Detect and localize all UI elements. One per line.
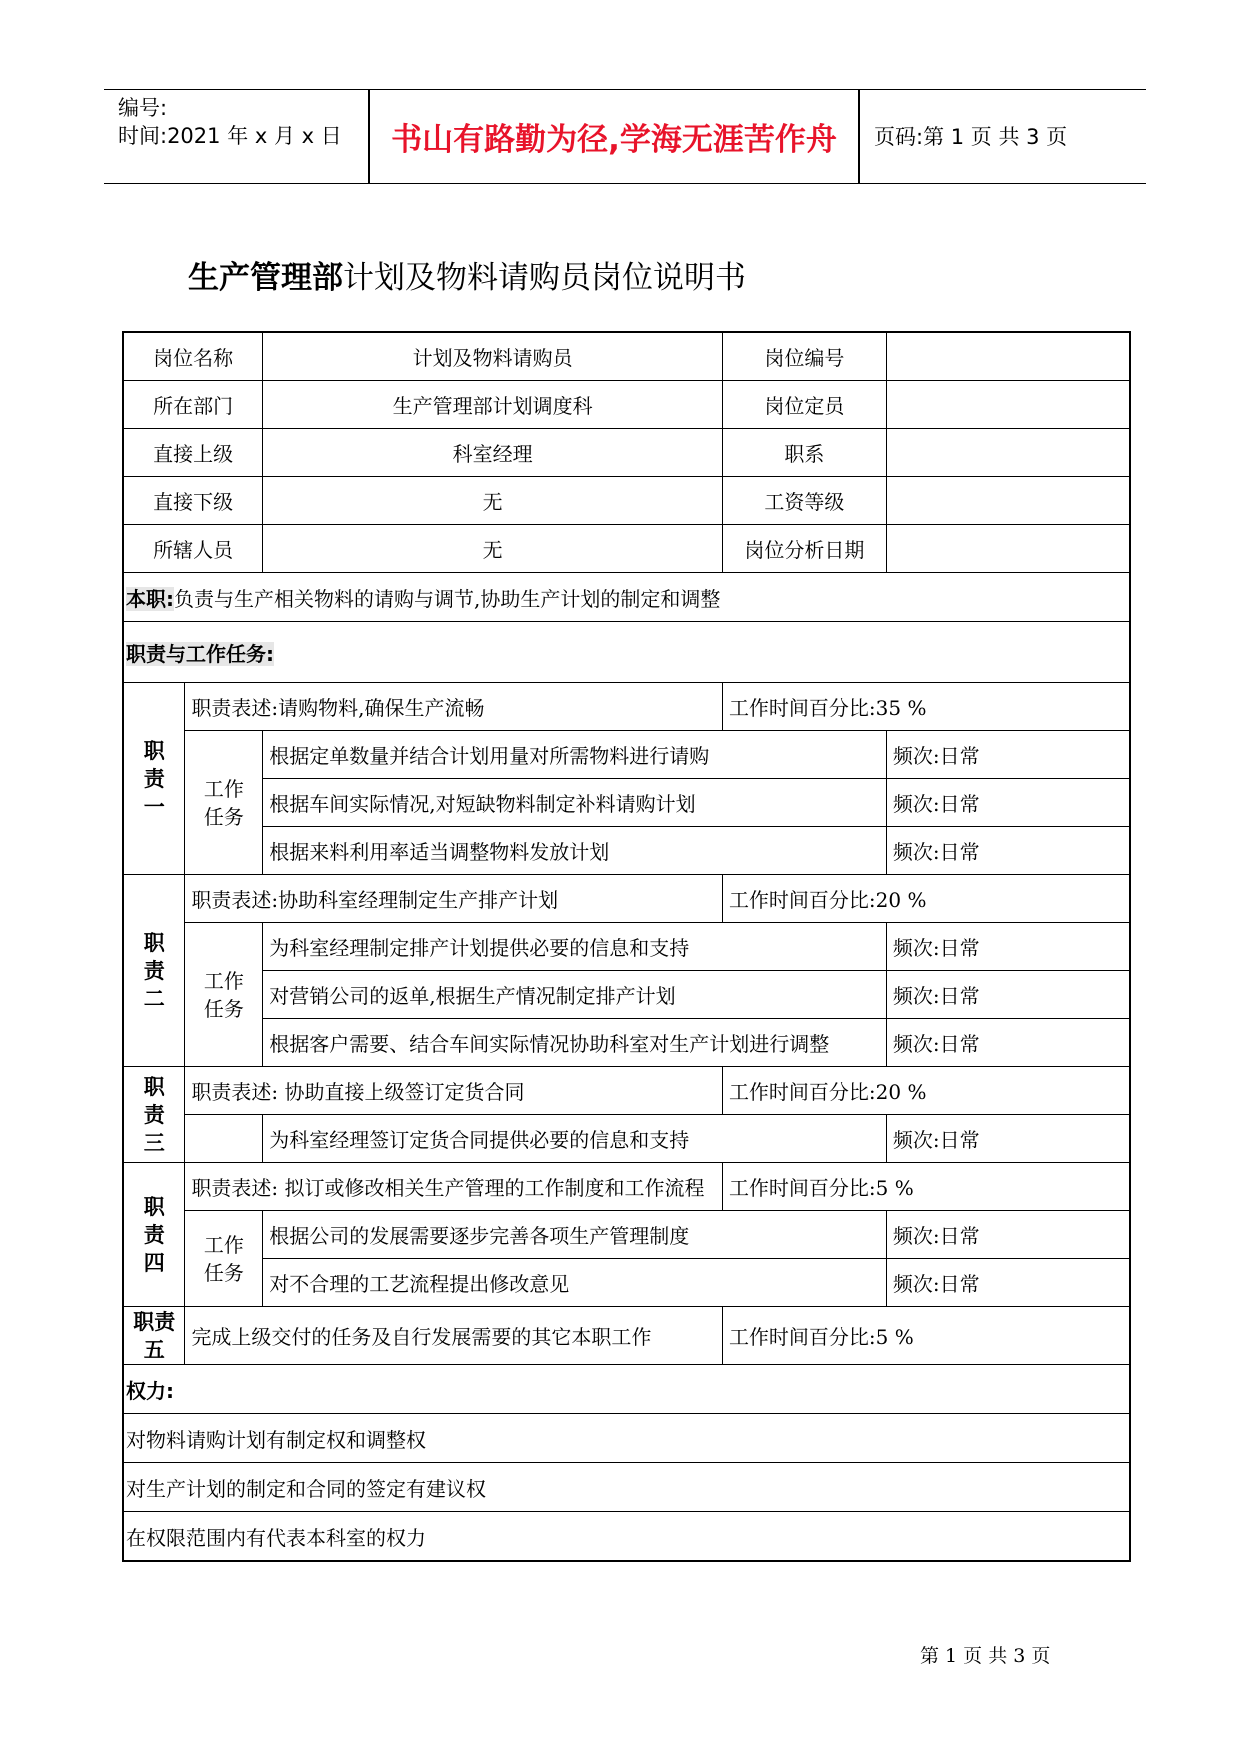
- duty4-task-row: [123, 1211, 1130, 1259]
- info-value: [886, 381, 1130, 429]
- duty3-desc-row: [123, 1067, 1130, 1115]
- power-row: [123, 1512, 1130, 1562]
- header-divider: [858, 90, 860, 183]
- duty2-task-1: 为科室经理制定排产计划提供必要的信息和支持: [263, 923, 887, 971]
- duty1-task-1: 根据定单数量并结合计划用量对所需物料进行请购: [263, 731, 887, 779]
- duty4-task-2: 对不合理的工艺流程提出修改意见: [263, 1259, 887, 1307]
- info-key: 岗位编号: [722, 332, 886, 381]
- duty2-desc: 职责表述:协助科室经理制定生产排产计划: [185, 875, 723, 923]
- info-key: 岗位定员: [722, 381, 886, 429]
- header-motto: 书山有路勤为径,学海无涯苦作舟: [391, 122, 837, 158]
- duty4-desc: 职责表述: 拟订或修改相关生产管理的工作制度和工作流程: [185, 1163, 723, 1211]
- info-value: 无: [263, 477, 723, 525]
- tasks-header-row: [123, 622, 1130, 683]
- duty1-task-row: [123, 731, 1130, 779]
- info-value: 生产管理部计划调度科: [263, 381, 723, 429]
- duty2-freq-2: 频次:日常: [886, 971, 1130, 1019]
- duty4-task-1: 根据公司的发展需要逐步完善各项生产管理制度: [263, 1211, 887, 1259]
- header-meta: [118, 94, 342, 150]
- info-key: 职系: [722, 429, 886, 477]
- job-description-table: [122, 331, 1131, 1562]
- duty2-task-row: [123, 923, 1130, 971]
- duty3-freq-1: 频次:日常: [886, 1115, 1130, 1163]
- duty5-pct: 工作时间百分比:5 %: [722, 1307, 1130, 1365]
- info-key: 直接下级: [123, 477, 263, 525]
- document-title: [188, 252, 746, 297]
- info-value: [886, 332, 1130, 381]
- info-value: [886, 477, 1130, 525]
- duty1-freq-1: 频次:日常: [886, 731, 1130, 779]
- duty1-desc: 职责表述:请购物料,确保生产流畅: [185, 683, 723, 731]
- duty4-label: 职 责 四: [123, 1163, 185, 1307]
- duty-cell: [123, 573, 1130, 622]
- tasks-label: 职责与工作任务:: [126, 641, 274, 666]
- power-item-3: 在权限范围内有代表本科室的权力: [123, 1512, 1130, 1562]
- info-key: 岗位分析日期: [722, 525, 886, 573]
- duty1-task-2: 根据车间实际情况,对短缺物料制定补料请购计划: [263, 779, 887, 827]
- duty4-freq-2: 频次:日常: [886, 1259, 1130, 1307]
- duty1-pct: 工作时间百分比:35 %: [722, 683, 1130, 731]
- duty-label: 本职:: [126, 586, 174, 611]
- header-time: 时间:2021 年 x 月 x 日: [118, 124, 342, 148]
- info-key: 岗位名称: [123, 332, 263, 381]
- duty2-freq-1: 频次:日常: [886, 923, 1130, 971]
- duty-text: 负责与生产相关物料的请购与调节,协助生产计划的制定和调整: [174, 586, 721, 611]
- duty4-freq-1: 频次:日常: [886, 1211, 1130, 1259]
- duty3-task-1: 为科室经理签订定货合同提供必要的信息和支持: [263, 1115, 887, 1163]
- duty5-row: [123, 1307, 1130, 1365]
- duty4-pct: 工作时间百分比:5 %: [722, 1163, 1130, 1211]
- duty1-desc-row: [123, 683, 1130, 731]
- power-row: [123, 1463, 1130, 1512]
- info-key: 工资等级: [722, 477, 886, 525]
- duty5-label: 职责 五: [123, 1307, 185, 1365]
- duty-row: [123, 573, 1130, 622]
- title-position: 计划及物料请购员岗位说明书: [343, 260, 746, 296]
- duty2-pct: 工作时间百分比:20 %: [722, 875, 1130, 923]
- info-row: [123, 525, 1130, 573]
- duty1-work-task-label: 工作 任务: [185, 731, 263, 875]
- info-key: 直接上级: [123, 429, 263, 477]
- duty1-freq-2: 频次:日常: [886, 779, 1130, 827]
- duty2-desc-row: [123, 875, 1130, 923]
- power-label: 权力:: [123, 1365, 1130, 1414]
- duty2-task-2: 对营销公司的返单,根据生产情况制定排产计划: [263, 971, 887, 1019]
- header-number: 编号:: [118, 96, 168, 120]
- title-department: 生产管理部: [188, 260, 343, 296]
- info-row: [123, 381, 1130, 429]
- duty2-task-row: [123, 1019, 1130, 1067]
- footer-page-number: 第 1 页 共 3 页: [920, 1645, 1051, 1667]
- duty5-desc: 完成上级交付的任务及自行发展需要的其它本职工作: [185, 1307, 723, 1365]
- duty2-task-3: 根据客户需要、结合车间实际情况协助科室对生产计划进行调整: [263, 1019, 887, 1067]
- header-page-number: 页码:第 1 页 共 3 页: [874, 125, 1068, 149]
- power-item-2: 对生产计划的制定和合同的签定有建议权: [123, 1463, 1130, 1512]
- duty3-empty-cell: [185, 1115, 263, 1163]
- tasks-header-cell: [123, 622, 1130, 683]
- duty3-label: 职 责 三: [123, 1067, 185, 1163]
- power-row: [123, 1414, 1130, 1463]
- duty4-task-row: [123, 1259, 1130, 1307]
- power-header-row: [123, 1365, 1130, 1414]
- duty4-desc-row: [123, 1163, 1130, 1211]
- info-row: [123, 477, 1130, 525]
- duty2-label: 职 责 二: [123, 875, 185, 1067]
- duty4-work-task-label: 工作 任务: [185, 1211, 263, 1307]
- duty2-freq-3: 频次:日常: [886, 1019, 1130, 1067]
- power-item-1: 对物料请购计划有制定权和调整权: [123, 1414, 1130, 1463]
- info-key: 所辖人员: [123, 525, 263, 573]
- duty3-task-row: [123, 1115, 1130, 1163]
- info-row: [123, 332, 1130, 381]
- duty1-task-3: 根据来料利用率适当调整物料发放计划: [263, 827, 887, 875]
- info-value: [886, 525, 1130, 573]
- duty3-pct: 工作时间百分比:20 %: [722, 1067, 1130, 1115]
- info-value: 计划及物料请购员: [263, 332, 723, 381]
- info-row: [123, 429, 1130, 477]
- info-value: [886, 429, 1130, 477]
- duty1-task-row: [123, 779, 1130, 827]
- duty1-task-row: [123, 827, 1130, 875]
- info-key: 所在部门: [123, 381, 263, 429]
- page-header: [104, 89, 1146, 184]
- duty1-label: 职 责 一: [123, 683, 185, 875]
- duty3-desc: 职责表述: 协助直接上级签订定货合同: [185, 1067, 723, 1115]
- duty2-task-row: [123, 971, 1130, 1019]
- duty1-freq-3: 频次:日常: [886, 827, 1130, 875]
- info-value: 无: [263, 525, 723, 573]
- info-value: 科室经理: [263, 429, 723, 477]
- duty2-work-task-label: 工作 任务: [185, 923, 263, 1067]
